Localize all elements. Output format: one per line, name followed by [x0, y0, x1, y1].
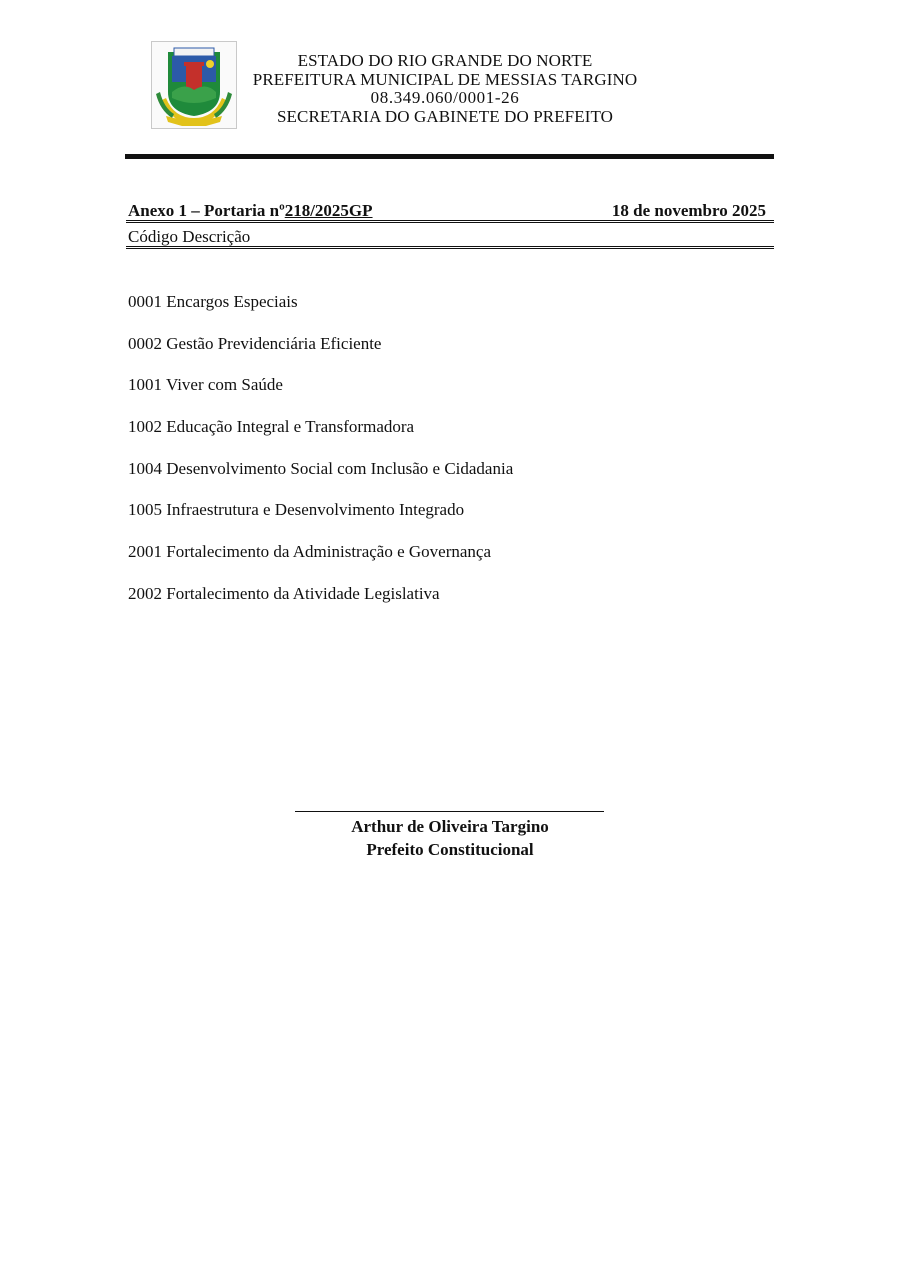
list-item	[128, 500, 513, 542]
signatory-role: Prefeito Constitucional	[366, 840, 534, 859]
header-divider	[125, 154, 774, 159]
municipal-coat-of-arms-icon	[152, 42, 236, 128]
column-header: Código Descrição	[128, 227, 251, 246]
letterhead	[240, 52, 650, 126]
program-description: Encargos Especiais	[166, 292, 298, 311]
cnpj-number: 08.349.060/0001-26	[370, 88, 520, 107]
list-item	[128, 459, 513, 501]
program-code: 1001	[128, 375, 162, 395]
list-item	[128, 542, 513, 584]
program-description: Educação Integral e Transformadora	[166, 417, 415, 437]
signature-line	[295, 811, 604, 812]
municipality-name: PREFEITURA MUNICIPAL DE MESSIAS TARGINO	[252, 69, 638, 89]
program-code: 0001	[128, 292, 162, 311]
program-description: Infraestrutura e Desenvolvimento Integrado	[166, 500, 465, 520]
program-description: Fortalecimento da Atividade Legislativa	[166, 583, 440, 603]
annex-date: 18 de novembro 2025	[611, 201, 766, 220]
list-item	[128, 584, 513, 626]
program-description: Gestão Previdenciária Eficiente	[166, 333, 382, 353]
program-code: 1005	[128, 500, 162, 520]
program-list	[128, 292, 513, 626]
title-rule	[126, 220, 774, 223]
list-item	[128, 375, 513, 417]
signature-block	[250, 815, 650, 861]
program-code: 1002	[128, 417, 162, 437]
program-description: Viver com Saúde	[165, 375, 283, 395]
list-item	[128, 292, 513, 334]
list-item	[128, 417, 513, 459]
annex-title-row	[128, 201, 773, 221]
department-name: SECRETARIA DO GABINETE DO PREFEITO	[276, 106, 614, 126]
program-code: 0002	[128, 333, 162, 353]
state-name: ESTADO DO RIO GRANDE DO NORTE	[297, 51, 593, 70]
portaria-number: 218/2025GP	[284, 201, 373, 220]
program-code: 2002	[128, 583, 162, 603]
program-description: Desenvolvimento Social com Inclusão e Cidadania	[166, 458, 514, 478]
column-header-rule	[126, 246, 774, 249]
program-code: 2001	[128, 542, 162, 562]
program-description: Fortalecimento da Administração e Governança	[166, 542, 492, 562]
list-item	[128, 334, 513, 376]
coat-of-arms-logo	[151, 41, 237, 129]
annex-title-prefix: Anexo 1 – Portaria nº	[128, 201, 285, 220]
signatory-name: Arthur de Oliveira Targino	[351, 817, 549, 836]
annex-title	[128, 201, 373, 221]
program-code: 1004	[128, 458, 162, 478]
